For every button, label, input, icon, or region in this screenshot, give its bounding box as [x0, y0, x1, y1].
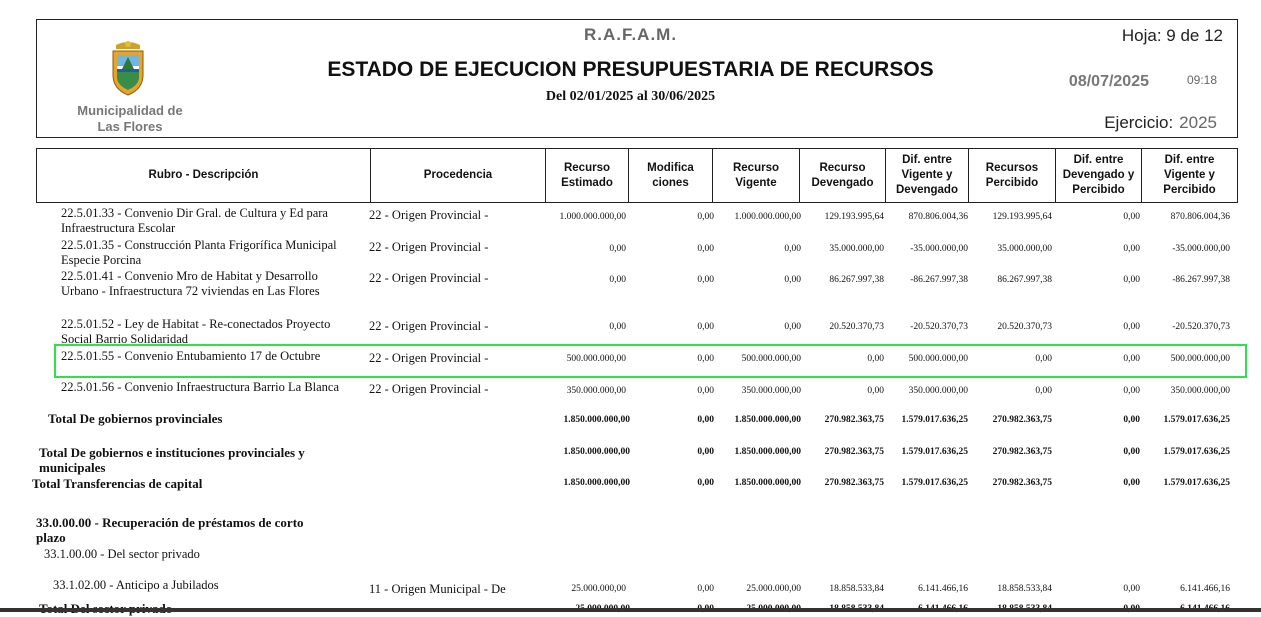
row-dif-devengado-percibido: 0,00: [1123, 244, 1140, 254]
column-header-recurso-vigente: Recurso Vigente: [712, 148, 800, 203]
total-recurso-estimado: 1.850.000.000,00: [563, 478, 630, 488]
total-recurso-devengado: 270.982.363,75: [824, 447, 884, 457]
row-procedencia: 22 - Origen Provincial -: [369, 319, 489, 333]
column-header-recurso-devengado: Recurso Devengado: [799, 148, 886, 203]
row-procedencia: 22 - Origen Provincial -: [369, 208, 489, 222]
row-dif-vigente-percibido: -20.520.370,73: [1172, 322, 1230, 332]
row-recurso-estimado: 0,00: [609, 322, 626, 332]
row-procedencia: 22 - Origen Provincial -: [369, 382, 489, 396]
total-dif-vigente-devengado: 1.579.017.636,25: [901, 447, 968, 457]
total-dif-vigente-devengado: 1.579.017.636,25: [901, 478, 968, 488]
viewer-bottom-edge: [0, 608, 1261, 612]
row-modificaciones: 0,00: [697, 386, 714, 396]
total-dif-vigente-percibido: 1.579.017.636,25: [1163, 447, 1230, 457]
fiscal-year: [1104, 113, 1217, 133]
row-dif-vigente-percibido: 350.000.000,00: [1170, 386, 1230, 396]
row-recurso-estimado: 0,00: [609, 244, 626, 254]
page-number: Hoja: 9 de 12: [1121, 26, 1223, 45]
row-recurso-estimado: 0,00: [609, 275, 626, 285]
total-dif-devengado-percibido: 0,00: [1123, 415, 1140, 425]
row-recurso-devengado: 86.267.997,38: [829, 275, 884, 285]
report-title: ESTADO DE EJECUCION PRESUPUESTARIA DE RECURSOS: [327, 58, 934, 81]
row-dif-vigente-percibido: -35.000.000,00: [1172, 244, 1230, 254]
total-recursos-percibido: 270.982.363,75: [992, 478, 1052, 488]
row-modificaciones: 0,00: [697, 354, 714, 364]
section-title: 33.0.00.00 - Recuperación de préstamos de corto plazo: [36, 515, 304, 545]
row-recurso-vigente: 500.000.000,00: [741, 354, 801, 364]
row-description: 22.5.01.55 - Convenio Entubamiento 17 de Octubre: [61, 349, 321, 363]
row-modificaciones: 0,00: [697, 275, 714, 285]
row-recurso-estimado: 350.000.000,00: [566, 386, 626, 396]
total-label: Total De gobiernos e instituciones provinciales y municipales: [39, 445, 305, 475]
total-dif-devengado-percibido: 0,00: [1123, 478, 1140, 488]
row-procedencia: 22 - Origen Provincial -: [369, 271, 489, 285]
row-modificaciones: 0,00: [697, 212, 714, 222]
row-dif-vigente-devengado: -86.267.997,38: [910, 275, 968, 285]
total-label: Total Transferencias de capital: [32, 476, 203, 491]
row-description: 22.5.01.35 - Construcción Planta Frigorífica Municipal Especie Porcina: [61, 238, 337, 267]
row-recurso-estimado: 500.000.000,00: [566, 354, 626, 364]
row-description: 33.1.02.00 - Anticipo a Jubilados: [53, 578, 219, 592]
column-header-dif-vigente-percibido: Dif. entre Vigente y Percibido: [1141, 148, 1238, 203]
row-recurso-devengado: 0,00: [867, 386, 884, 396]
total-recurso-devengado: 270.982.363,75: [824, 415, 884, 425]
row-description: 22.5.01.56 - Convenio Infraestructura Barrio La Blanca: [61, 380, 340, 394]
total-dif-vigente-devengado: 1.579.017.636,25: [901, 415, 968, 425]
total-recurso-vigente: 1.850.000.000,00: [734, 478, 801, 488]
row-recursos-percibido: 129.193.995,64: [992, 212, 1052, 222]
row-procedencia: 22 - Origen Provincial -: [369, 240, 489, 254]
row-recurso-vigente: 25.000.000,00: [746, 584, 801, 594]
municipality-line-1: Municipalidad de: [77, 103, 183, 118]
row-recursos-percibido: 20.520.370,73: [997, 322, 1052, 332]
row-dif-devengado-percibido: 0,00: [1123, 275, 1140, 285]
total-recurso-vigente: 1.850.000.000,00: [734, 447, 801, 457]
total-dif-devengado-percibido: 0,00: [1123, 447, 1140, 457]
row-dif-vigente-devengado: 6.141.466,16: [918, 584, 968, 594]
row-dif-vigente-percibido: 500.000.000,00: [1170, 354, 1230, 364]
column-header-dif-vigente-devengado: Dif. entre Vigente y Devengado: [885, 148, 969, 203]
system-name: R.A.F.A.M.: [583, 25, 678, 44]
row-recurso-estimado: 25.000.000,00: [571, 584, 626, 594]
total-modificaciones: 0,00: [697, 415, 714, 425]
row-recurso-vigente: 1.000.000.000,00: [734, 212, 801, 222]
row-recurso-devengado: 18.858.533,84: [829, 584, 884, 594]
row-dif-vigente-devengado: 870.806.004,36: [908, 212, 968, 222]
municipal-shield-icon: [108, 39, 148, 97]
row-recurso-vigente: 0,00: [784, 275, 801, 285]
row-recurso-vigente: 0,00: [784, 244, 801, 254]
row-recursos-percibido: 0,00: [1035, 386, 1052, 396]
row-recurso-vigente: 350.000.000,00: [741, 386, 801, 396]
row-recurso-devengado: 20.520.370,73: [829, 322, 884, 332]
row-recurso-estimado: 1.000.000.000,00: [559, 212, 626, 222]
total-recurso-estimado: 1.850.000.000,00: [563, 447, 630, 457]
column-header-procedencia: Procedencia: [370, 148, 546, 203]
row-recursos-percibido: 86.267.997,38: [997, 275, 1052, 285]
row-dif-vigente-devengado: -35.000.000,00: [910, 244, 968, 254]
row-description: 22.5.01.52 - Ley de Habitat - Re-conectados Proyecto Social Barrio Solidaridad: [61, 317, 331, 346]
row-dif-devengado-percibido: 0,00: [1123, 212, 1140, 222]
row-dif-vigente-devengado: -20.520.370,73: [910, 322, 968, 332]
row-recursos-percibido: 0,00: [1035, 354, 1052, 364]
total-dif-vigente-percibido: 1.579.017.636,25: [1163, 478, 1230, 488]
row-highlight-box: [54, 344, 1247, 378]
total-modificaciones: 0,00: [697, 478, 714, 488]
row-dif-devengado-percibido: 0,00: [1123, 354, 1140, 364]
fiscal-year-value: 2025: [1179, 113, 1217, 132]
section-subtitle: 33.1.00.00 - Del sector privado: [44, 547, 200, 561]
row-dif-vigente-percibido: 6.141.466,16: [1180, 584, 1230, 594]
row-dif-devengado-percibido: 0,00: [1123, 386, 1140, 396]
row-dif-vigente-percibido: 870.806.004,36: [1170, 212, 1230, 222]
total-label: Total De gobiernos provinciales: [48, 411, 223, 426]
row-modificaciones: 0,00: [697, 322, 714, 332]
row-dif-devengado-percibido: 0,00: [1123, 322, 1140, 332]
row-recurso-devengado: 35.000.000,00: [829, 244, 884, 254]
total-modificaciones: 0,00: [697, 447, 714, 457]
column-header-recursos-percibido: Recursos Percibido: [968, 148, 1056, 203]
total-recurso-vigente: 1.850.000.000,00: [734, 415, 801, 425]
row-recurso-devengado: 129.193.995,64: [824, 212, 884, 222]
row-recurso-vigente: 0,00: [784, 322, 801, 332]
row-recursos-percibido: 35.000.000,00: [997, 244, 1052, 254]
fiscal-year-label: Ejercicio:: [1104, 113, 1174, 132]
row-description: 22.5.01.33 - Convenio Dir Gral. de Cultura y Ed para Infraestructura Escolar: [61, 206, 328, 235]
total-dif-vigente-percibido: 1.579.017.636,25: [1163, 415, 1230, 425]
total-recursos-percibido: 270.982.363,75: [992, 447, 1052, 457]
row-procedencia: 11 - Origen Municipal - De: [369, 582, 506, 596]
report-date: 08/07/2025: [1068, 73, 1149, 90]
row-dif-vigente-percibido: -86.267.997,38: [1172, 275, 1230, 285]
municipality-line-2: Las Flores: [97, 119, 163, 134]
total-recurso-estimado: 1.850.000.000,00: [563, 415, 630, 425]
column-header-rubro: Rubro - Descripción: [36, 148, 371, 203]
row-description: 22.5.01.41 - Convenio Mro de Habitat y Desarrollo Urbano - Infraestructura 72 viviendas en Las Flores: [61, 269, 320, 298]
total-recursos-percibido: 270.982.363,75: [992, 415, 1052, 425]
column-header-recurso-estimado: Recurso Estimado: [545, 148, 629, 203]
row-modificaciones: 0,00: [697, 584, 714, 594]
row-recurso-devengado: 0,00: [867, 354, 884, 364]
report-time: 09:18: [1186, 73, 1217, 87]
municipality-name: [60, 103, 200, 135]
column-header-dif-devengado-percibido: Dif. entre Devengado y Percibido: [1055, 148, 1142, 203]
row-dif-vigente-devengado: 500.000.000,00: [908, 354, 968, 364]
row-modificaciones: 0,00: [697, 244, 714, 254]
row-dif-vigente-devengado: 350.000.000,00: [908, 386, 968, 396]
column-header-modificaciones: Modifica ciones: [628, 148, 713, 203]
row-procedencia: 22 - Origen Provincial -: [369, 351, 489, 365]
report-period: Del 02/01/2025 al 30/06/2025: [545, 89, 716, 104]
total-recurso-devengado: 270.982.363,75: [824, 478, 884, 488]
row-recursos-percibido: 18.858.533,84: [997, 584, 1052, 594]
row-dif-devengado-percibido: 0,00: [1123, 584, 1140, 594]
